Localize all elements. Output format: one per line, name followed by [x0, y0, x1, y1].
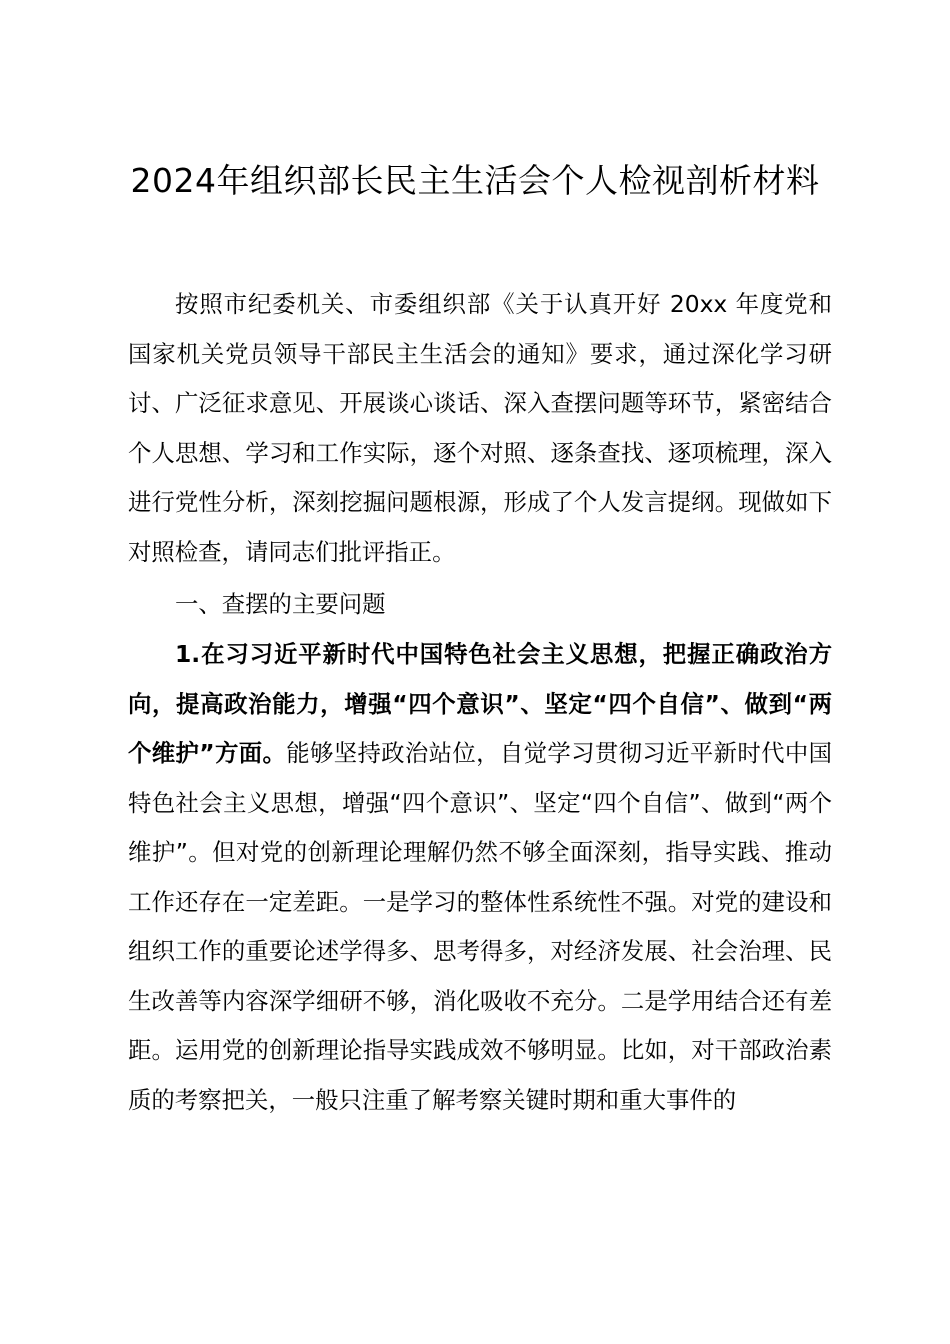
- document-title: 2024年组织部长民主生活会个人检视剖析材料: [130, 161, 820, 200]
- section-heading: 一、查摆的主要问题: [175, 590, 386, 618]
- item-1-body: 能够坚持政治站位，自觉学习贯彻习近平新时代中国特色社会主义思想，增强“四个意识”、坚定“四个自信”、做到“两个维护”。但对党的创新理论理解仍然不够全面深刻，指导实践、推动工作还存在一定差距。一是学习的整体性系统性不强。对党的建设和组织工作的重要论述学得多、思考得多，对经济发展、社会治理、民生改善等内容深学细研不够，消化吸收不充分。二是学用结合还有差距。运用党的创新理论指导实践成效不够明显。比如，对干部政治素质的考察把关，一般只注重了解考察关键时期和重大事件的: [128, 739, 832, 1114]
- intro-paragraph: 按照市纪委机关、市委组织部《关于认真开好 20xx 年度党和国家机关党员领导干部民主生活会的通知》要求，通过深化学习研讨、广泛征求意见、开展谈心谈话、深入查摆问题等环节，紧密结合个人思想、学习和工作实际，逐个对照、逐条查找、逐项梳理，深入进行党性分析，深刻挖掘问题根源，形成了个人发言提纲。现做如下对照检查，请同志们批评指正。: [128, 290, 832, 566]
- item-1-bold-lead: 1.在习习近平新时代中国特色社会主义思想，把握正确政治方向，提高政治能力，增强“四个意识”、坚定“四个自信”、做到“两个维护”方面。: [128, 640, 832, 767]
- item-1-paragraph: [128, 630, 832, 1125]
